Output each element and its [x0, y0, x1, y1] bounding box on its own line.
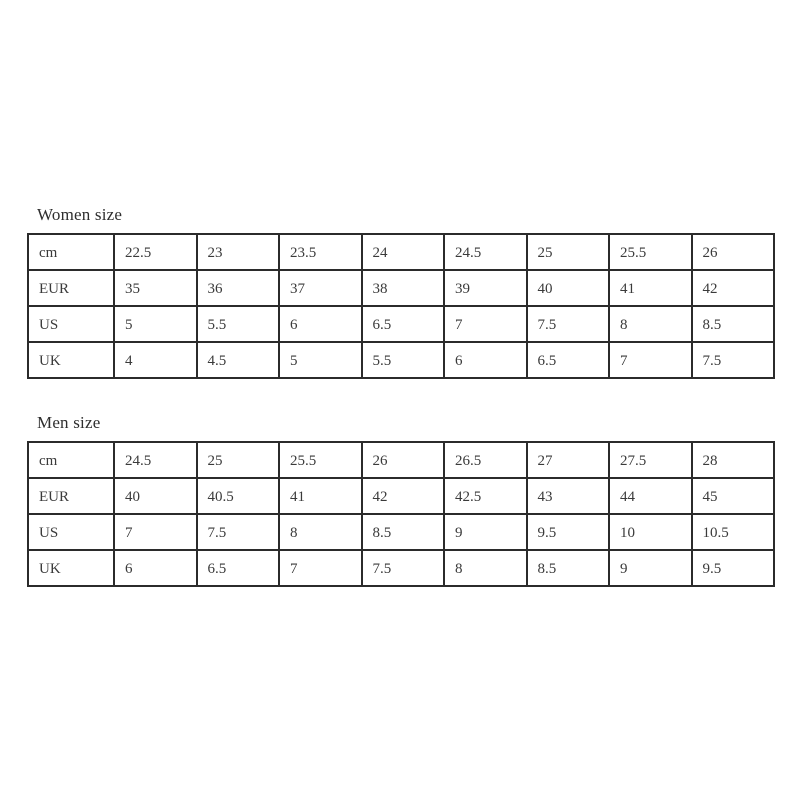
table-row [28, 514, 774, 550]
size-value-cell: 7 [279, 550, 362, 586]
size-value-cell: 6 [114, 550, 197, 586]
size-value-cell: 10.5 [692, 514, 775, 550]
size-value-cell: 23 [197, 234, 280, 270]
size-value-cell: 9.5 [692, 550, 775, 586]
size-value-cell: 24.5 [114, 442, 197, 478]
size-value-cell: 8 [444, 550, 527, 586]
size-value-cell: 40.5 [197, 478, 280, 514]
size-value-cell: 25.5 [609, 234, 692, 270]
size-value-cell: 36 [197, 270, 280, 306]
men-size-title: Men size [37, 413, 101, 432]
size-value-cell: 43 [527, 478, 610, 514]
size-value-cell: 9.5 [527, 514, 610, 550]
size-value-cell: 35 [114, 270, 197, 306]
size-value-cell: 7 [444, 306, 527, 342]
size-value-cell: 5 [279, 342, 362, 378]
table-row [28, 342, 774, 378]
men-size-section [27, 412, 775, 587]
table-row [28, 550, 774, 586]
size-value-cell: 22.5 [114, 234, 197, 270]
size-value-cell: 24 [362, 234, 445, 270]
size-value-cell: 4 [114, 342, 197, 378]
women-size-section [27, 204, 775, 379]
size-value-cell: 10 [609, 514, 692, 550]
size-value-cell: 26 [692, 234, 775, 270]
size-value-cell: 8 [609, 306, 692, 342]
size-value-cell: 5 [114, 306, 197, 342]
row-label-cell: US [28, 306, 114, 342]
size-value-cell: 39 [444, 270, 527, 306]
size-value-cell: 6.5 [362, 306, 445, 342]
size-value-cell: 42.5 [444, 478, 527, 514]
size-value-cell: 27.5 [609, 442, 692, 478]
table-row [28, 270, 774, 306]
size-value-cell: 6 [279, 306, 362, 342]
size-value-cell: 26.5 [444, 442, 527, 478]
size-value-cell: 38 [362, 270, 445, 306]
size-value-cell: 9 [444, 514, 527, 550]
table-row [28, 442, 774, 478]
size-value-cell: 42 [692, 270, 775, 306]
size-value-cell: 40 [114, 478, 197, 514]
size-value-cell: 9 [609, 550, 692, 586]
size-value-cell: 41 [609, 270, 692, 306]
size-value-cell: 44 [609, 478, 692, 514]
men-size-table [27, 441, 775, 587]
size-value-cell: 41 [279, 478, 362, 514]
size-value-cell: 25.5 [279, 442, 362, 478]
size-value-cell: 24.5 [444, 234, 527, 270]
table-row [28, 306, 774, 342]
size-value-cell: 6 [444, 342, 527, 378]
size-value-cell: 27 [527, 442, 610, 478]
size-value-cell: 40 [527, 270, 610, 306]
size-value-cell: 8 [279, 514, 362, 550]
row-label-cell: UK [28, 550, 114, 586]
size-value-cell: 5.5 [197, 306, 280, 342]
size-value-cell: 26 [362, 442, 445, 478]
size-chart-content [27, 204, 775, 620]
size-value-cell: 8.5 [692, 306, 775, 342]
size-value-cell: 45 [692, 478, 775, 514]
row-label-cell: cm [28, 234, 114, 270]
size-value-cell: 4.5 [197, 342, 280, 378]
table-row [28, 234, 774, 270]
table-row [28, 478, 774, 514]
size-value-cell: 7.5 [527, 306, 610, 342]
size-value-cell: 8.5 [362, 514, 445, 550]
size-value-cell: 37 [279, 270, 362, 306]
row-label-cell: UK [28, 342, 114, 378]
size-value-cell: 28 [692, 442, 775, 478]
row-label-cell: EUR [28, 478, 114, 514]
size-value-cell: 6.5 [527, 342, 610, 378]
women-size-title: Women size [37, 205, 123, 224]
size-value-cell: 7.5 [692, 342, 775, 378]
size-value-cell: 7 [114, 514, 197, 550]
size-value-cell: 7 [609, 342, 692, 378]
row-label-cell: cm [28, 442, 114, 478]
size-value-cell: 25 [197, 442, 280, 478]
women-size-table [27, 233, 775, 379]
size-value-cell: 42 [362, 478, 445, 514]
size-value-cell: 5.5 [362, 342, 445, 378]
row-label-cell: US [28, 514, 114, 550]
size-value-cell: 7.5 [362, 550, 445, 586]
size-value-cell: 7.5 [197, 514, 280, 550]
size-value-cell: 8.5 [527, 550, 610, 586]
size-value-cell: 25 [527, 234, 610, 270]
size-value-cell: 6.5 [197, 550, 280, 586]
row-label-cell: EUR [28, 270, 114, 306]
size-value-cell: 23.5 [279, 234, 362, 270]
